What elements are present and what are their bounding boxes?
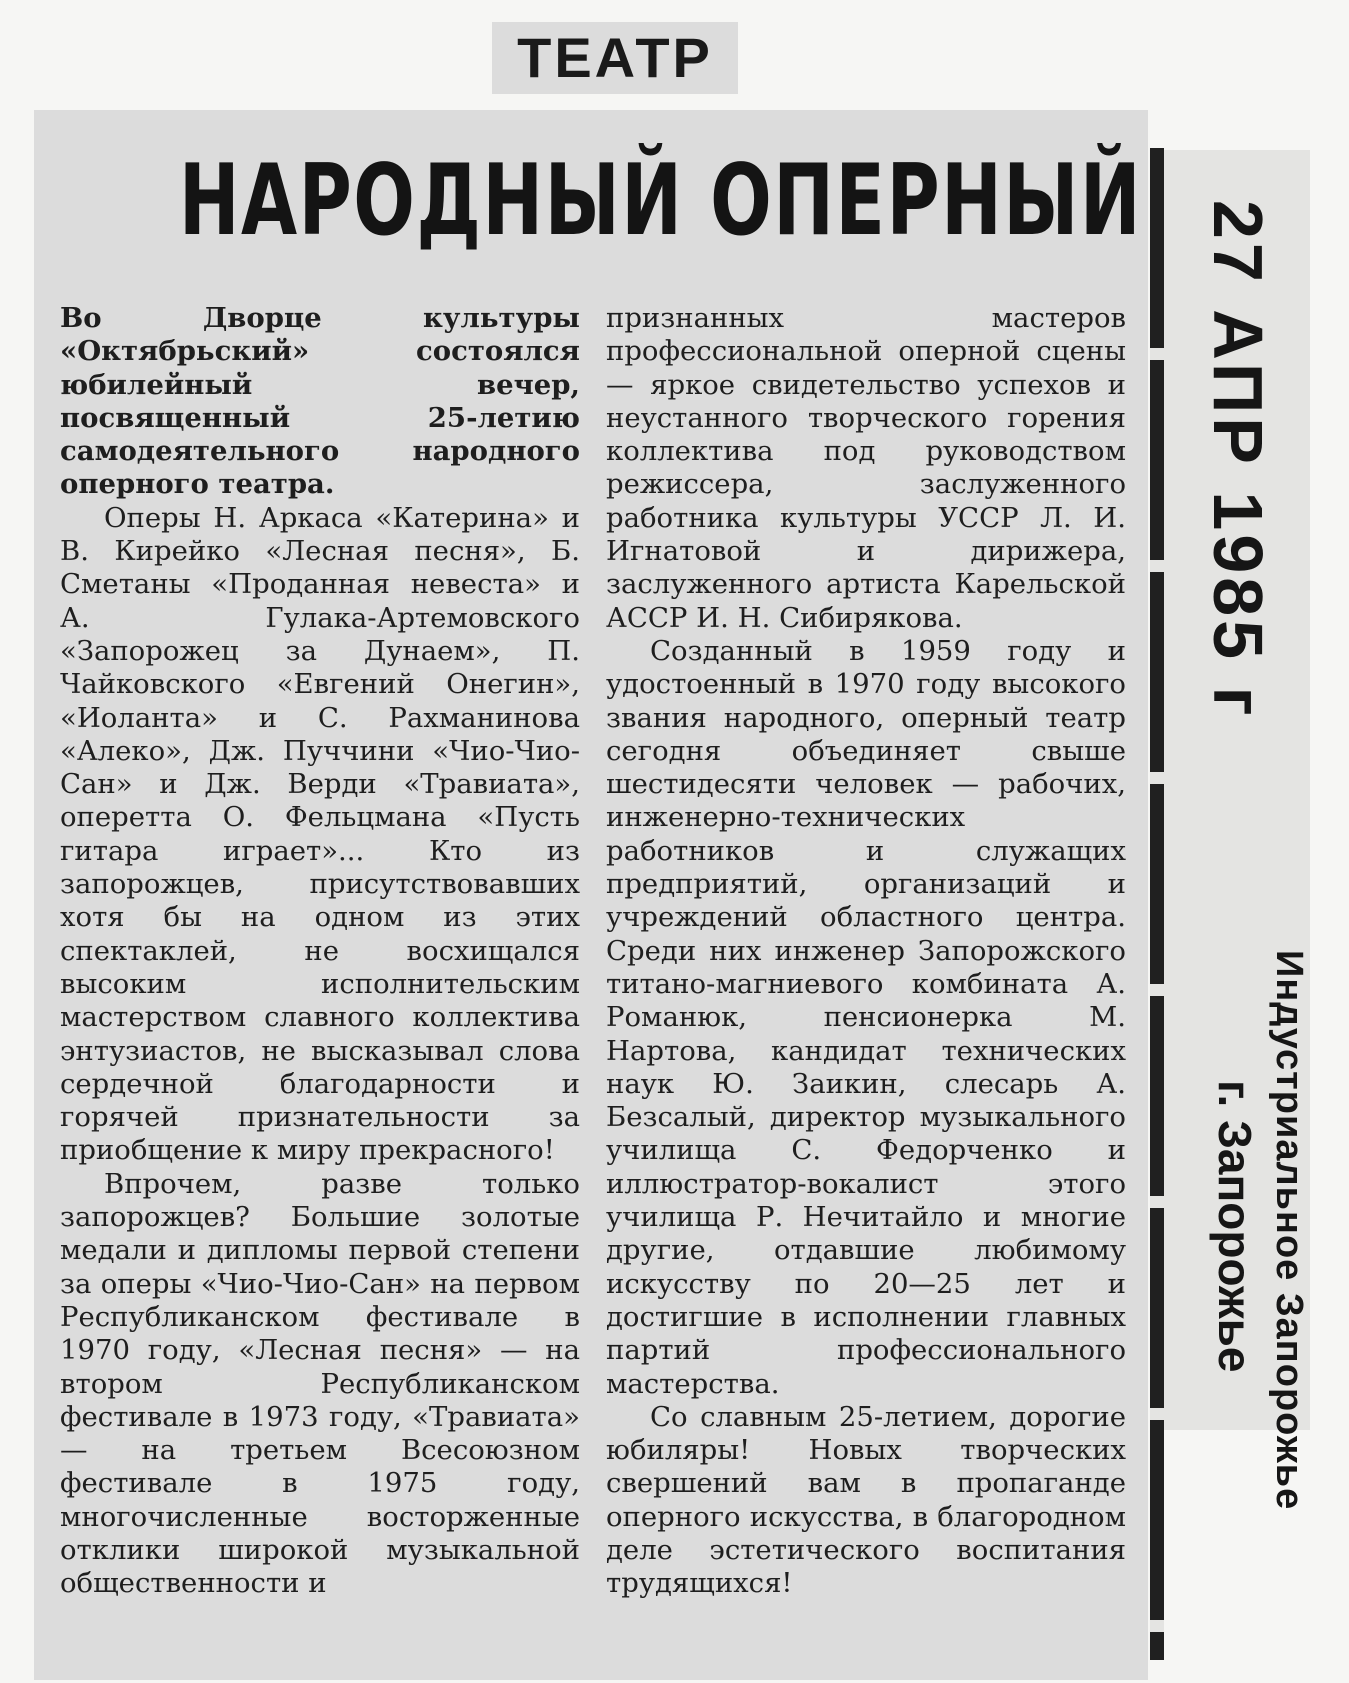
article-column-left [60, 302, 580, 1601]
headline: НАРОДНЫЙ ОПЕРНЫЙ [178, 144, 1143, 258]
article-lead: Во Дворце культуры «Октябрьский» состоялся юбилейный вечер, посвященный 25-летию самодеятельного народного оперного театра. [60, 302, 580, 501]
column-rule [1150, 148, 1164, 1660]
article-closing-paragraph: Со славным 25-летием, дорогие юбиляры! Новых творческих свершений вам в пропаганде оперного искусства, в благородном деле эстетического воспитания трудящихся! [606, 1400, 1126, 1600]
stamp-city: г. Запорожье [1209, 1080, 1261, 1373]
stamp-date: 27 АПР 1985 г [1199, 200, 1277, 720]
article-column-right [606, 302, 1126, 1601]
rubric-label: ТЕАТР [492, 22, 738, 94]
article-paragraph: Созданный в 1959 году и удостоенный в 1970 году высокого звания народного, оперный театр сегодня объединяет свыше шестидесяти человек — рабочих, инженерно-технических работников и служащих предприятий, организаций и учреждений областного центра. Среди них инженер Запорожского титано-магниевого комбината А. Романюк, пенсионерка М. Нартова, кандидат технических наук Ю. Заикин, слесарь А. Безсалый, директор музыкального училища С. Федорченко и иллюстратор-вокалист этого училища Р. Нечитайло и многие другие, отдавшие любимому искусству по 20—25 лет и достигшие в исполнении главных партий профессионального мастерства. [606, 634, 1126, 1400]
article-paragraph: Оперы Н. Аркаса «Катерина» и В. Кирейко «Лесная песня», Б. Сметаны «Проданная невеста» и А. Гулака-Артемовского «Запорожец за Дунаем», П. Чайковского «Евгений Онегин», «Иоланта» и С. Рахманинова «Алеко», Дж. Пуччини «Чио-Чио-Сан» и Дж. Верди «Травиата», оперетта О. Фельцмана «Пусть гитара играет»... Кто из запорожцев, присутствовавших хотя бы на одном из этих спектаклей, не восхищался высоким исполнительским мастерством славного коллектива энтузиастов, не высказывал слова сердечной благодарности и горячей признательности за приобщение к миру прекрасного! [60, 501, 580, 1167]
article-paragraph-continued: признанных мастеров профессиональной оперной сцены — яркое свидетельство успехов и неустанного творческого горения коллектива под руководством режиссера, заслуженного работника культуры УССР Л. И. Игнатовой и дирижера, заслуженного артиста Карельской АССР И. Н. Сибирякова. [606, 302, 1126, 634]
article-paragraph: Впрочем, разве только запорожцев? Большие золотые медали и дипломы первой степени за оперы «Чио-Чио-Сан» на первом Республиканском фестивале в 1970 году, «Лесная песня» — на втором Республиканском фестивале в 1973 году, «Травиата» — на третьем Всесоюзном фестивале в 1975 году, многочисленные восторженные отклики широкой музыкальной общественности и [60, 1167, 580, 1600]
stamp-newspaper-name: Индустриальное Запорожье [1268, 950, 1310, 1511]
